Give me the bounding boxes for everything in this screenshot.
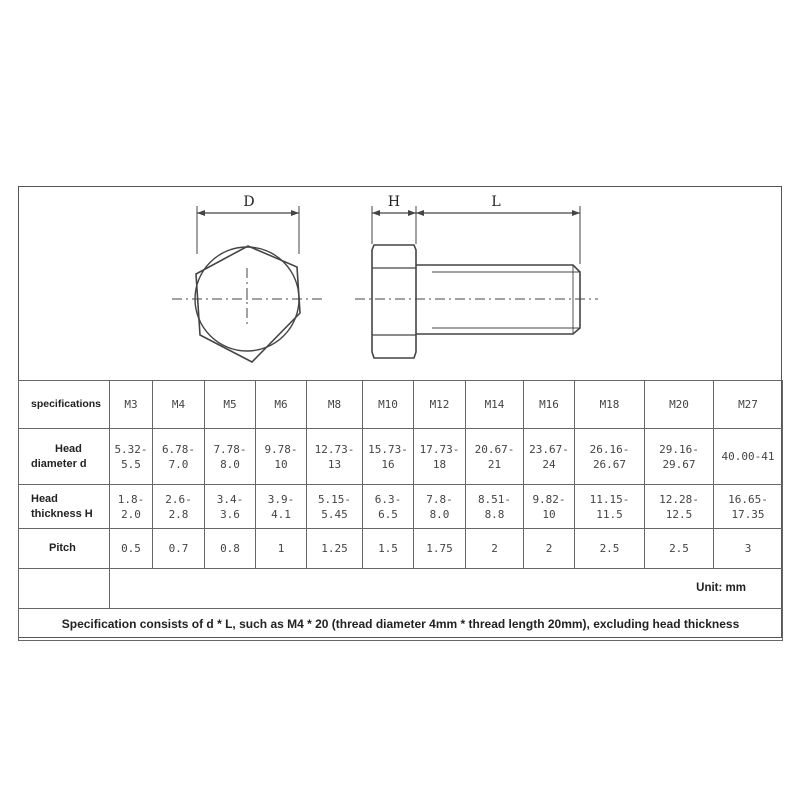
value-cell [466,429,524,485]
value-line: 6.3- [374,492,402,506]
value-line: 5.45 [321,507,348,521]
value-line: 2 [491,542,498,555]
value-line: 18 [432,457,447,471]
value-line: 3.9- [267,492,295,506]
value-line: 8.51- [477,492,512,506]
value-line: 17.73- [419,442,460,456]
row-label [19,485,110,529]
size-cell: M4 [153,381,205,429]
value-line: 12.73- [314,442,355,456]
value-cell [110,529,153,569]
value-line: 1.8- [117,492,145,506]
value-cell [256,485,307,529]
specification-table [18,380,783,641]
value-cell [307,529,363,569]
value-cell [363,529,414,569]
row-label-line: Head [55,442,82,455]
value-cell [205,429,256,485]
value-cell [153,429,205,485]
value-line: 23.67- [529,442,569,456]
value-cell [414,429,466,485]
value-line: 7.0 [168,457,189,471]
value-line: 1.75 [426,542,453,555]
value-line: 29.67 [662,457,696,471]
value-line: 0.7 [168,542,189,555]
value-line: 26.16- [589,442,630,456]
size-cell: M27 [714,381,783,429]
value-line: 7.8- [426,492,453,506]
value-cell [414,529,466,569]
value-line: 29.16- [659,442,699,456]
value-line: 6.5 [378,507,398,521]
value-cell [524,529,575,569]
bolt-technical-drawing [0,0,800,380]
value-line: 2 [545,542,553,555]
head-thickness-row [19,485,783,529]
pitch-row [19,529,783,569]
value-line: 4.1 [271,507,291,521]
value-cell [575,529,645,569]
row-label [19,529,110,569]
value-cell [110,429,153,485]
value-line: 17.35 [731,507,765,521]
value-line: 5.32- [114,442,148,456]
specification-footnote: Specification consists of d * L, such as M4 * 20 (thread diameter 4mm * thread length 20mm), excluding head thickness [19,609,783,641]
value-line: 7.78- [213,442,247,456]
value-line: 1.25 [321,542,348,555]
value-cell [575,485,645,529]
size-cell: M3 [110,381,153,429]
value-line: 24 [542,457,556,471]
value-cell [524,429,575,485]
specifications-header: specifications [19,381,110,429]
value-line: 3.4- [216,492,244,506]
value-line: 11.15- [589,492,630,506]
bolt-head-side [372,245,416,358]
value-cell [714,529,783,569]
value-cell [645,529,714,569]
value-line: 8.0 [220,457,240,471]
bolt-front-view [172,206,322,362]
value-line: 40.00-41 [721,450,775,463]
value-cell [575,429,645,485]
value-cell [110,485,153,529]
value-line: 2.0 [121,507,141,521]
size-cell: M6 [256,381,307,429]
value-line: 9.78- [264,442,298,456]
size-header-row [19,381,783,429]
value-line: 9.82- [532,492,566,506]
value-cell [414,485,466,529]
row-label-line: diameter d [31,457,87,470]
value-line: 13 [327,457,342,471]
head-diameter-row [19,429,783,485]
value-line: 8.0 [429,507,450,521]
value-cell [153,485,205,529]
value-cell [714,429,783,485]
row-label-line: Head [31,492,58,505]
value-line: 6.78- [161,442,196,456]
value-line: 2.5 [599,542,620,555]
size-cell: M18 [575,381,645,429]
value-cell [363,429,414,485]
value-cell [256,529,307,569]
value-line: 12.28- [659,492,699,506]
bolt-side-view [355,206,598,358]
value-line: 16.65- [728,492,768,506]
value-line: 20.67- [474,442,515,456]
value-line: 1.5 [378,542,398,555]
l-dimension-label: L [491,194,501,210]
row-label [19,429,110,485]
value-line: 1 [277,542,285,555]
value-cell [307,485,363,529]
value-line: 8.8 [484,507,505,521]
value-line: 2.6- [165,492,192,506]
size-cell: M5 [205,381,256,429]
empty-cell [19,569,110,609]
value-cell [645,429,714,485]
size-cell: M12 [414,381,466,429]
size-cell: M20 [645,381,714,429]
value-line: 15.73- [368,442,408,456]
value-line: 0.5 [121,542,141,555]
row-label-line: thickness H [31,507,93,520]
value-line: 3.6 [220,507,240,521]
value-line: 11.5 [596,507,623,521]
d-dimension-label: D [243,194,255,210]
unit-row [19,569,783,609]
size-cell: M14 [466,381,524,429]
value-line: 2.8 [168,507,189,521]
value-cell [524,485,575,529]
value-line: 3 [744,542,752,555]
value-line: 10 [274,457,288,471]
size-cell: M10 [363,381,414,429]
value-cell [645,485,714,529]
value-cell [205,485,256,529]
unit-label: Unit: mm [110,569,783,609]
value-cell [256,429,307,485]
value-line: 5.5 [121,457,141,471]
value-line: 16 [381,457,395,471]
value-cell [205,529,256,569]
value-cell [714,485,783,529]
size-cell: M8 [307,381,363,429]
value-cell [466,529,524,569]
value-line: 5.15- [317,492,352,506]
value-line: 21 [487,457,502,471]
value-line: 12.5 [665,507,693,521]
value-cell [363,485,414,529]
h-dimension-label: H [387,194,401,210]
value-cell [466,485,524,529]
size-cell: M16 [524,381,575,429]
value-cell [153,529,205,569]
value-cell [307,429,363,485]
value-line: 10 [542,507,556,521]
row-label-line: Pitch [49,542,76,554]
value-line: 26.67 [592,457,627,471]
value-line: 2.5 [669,542,689,555]
footnote-row [19,609,783,641]
value-line: 0.8 [220,542,240,555]
